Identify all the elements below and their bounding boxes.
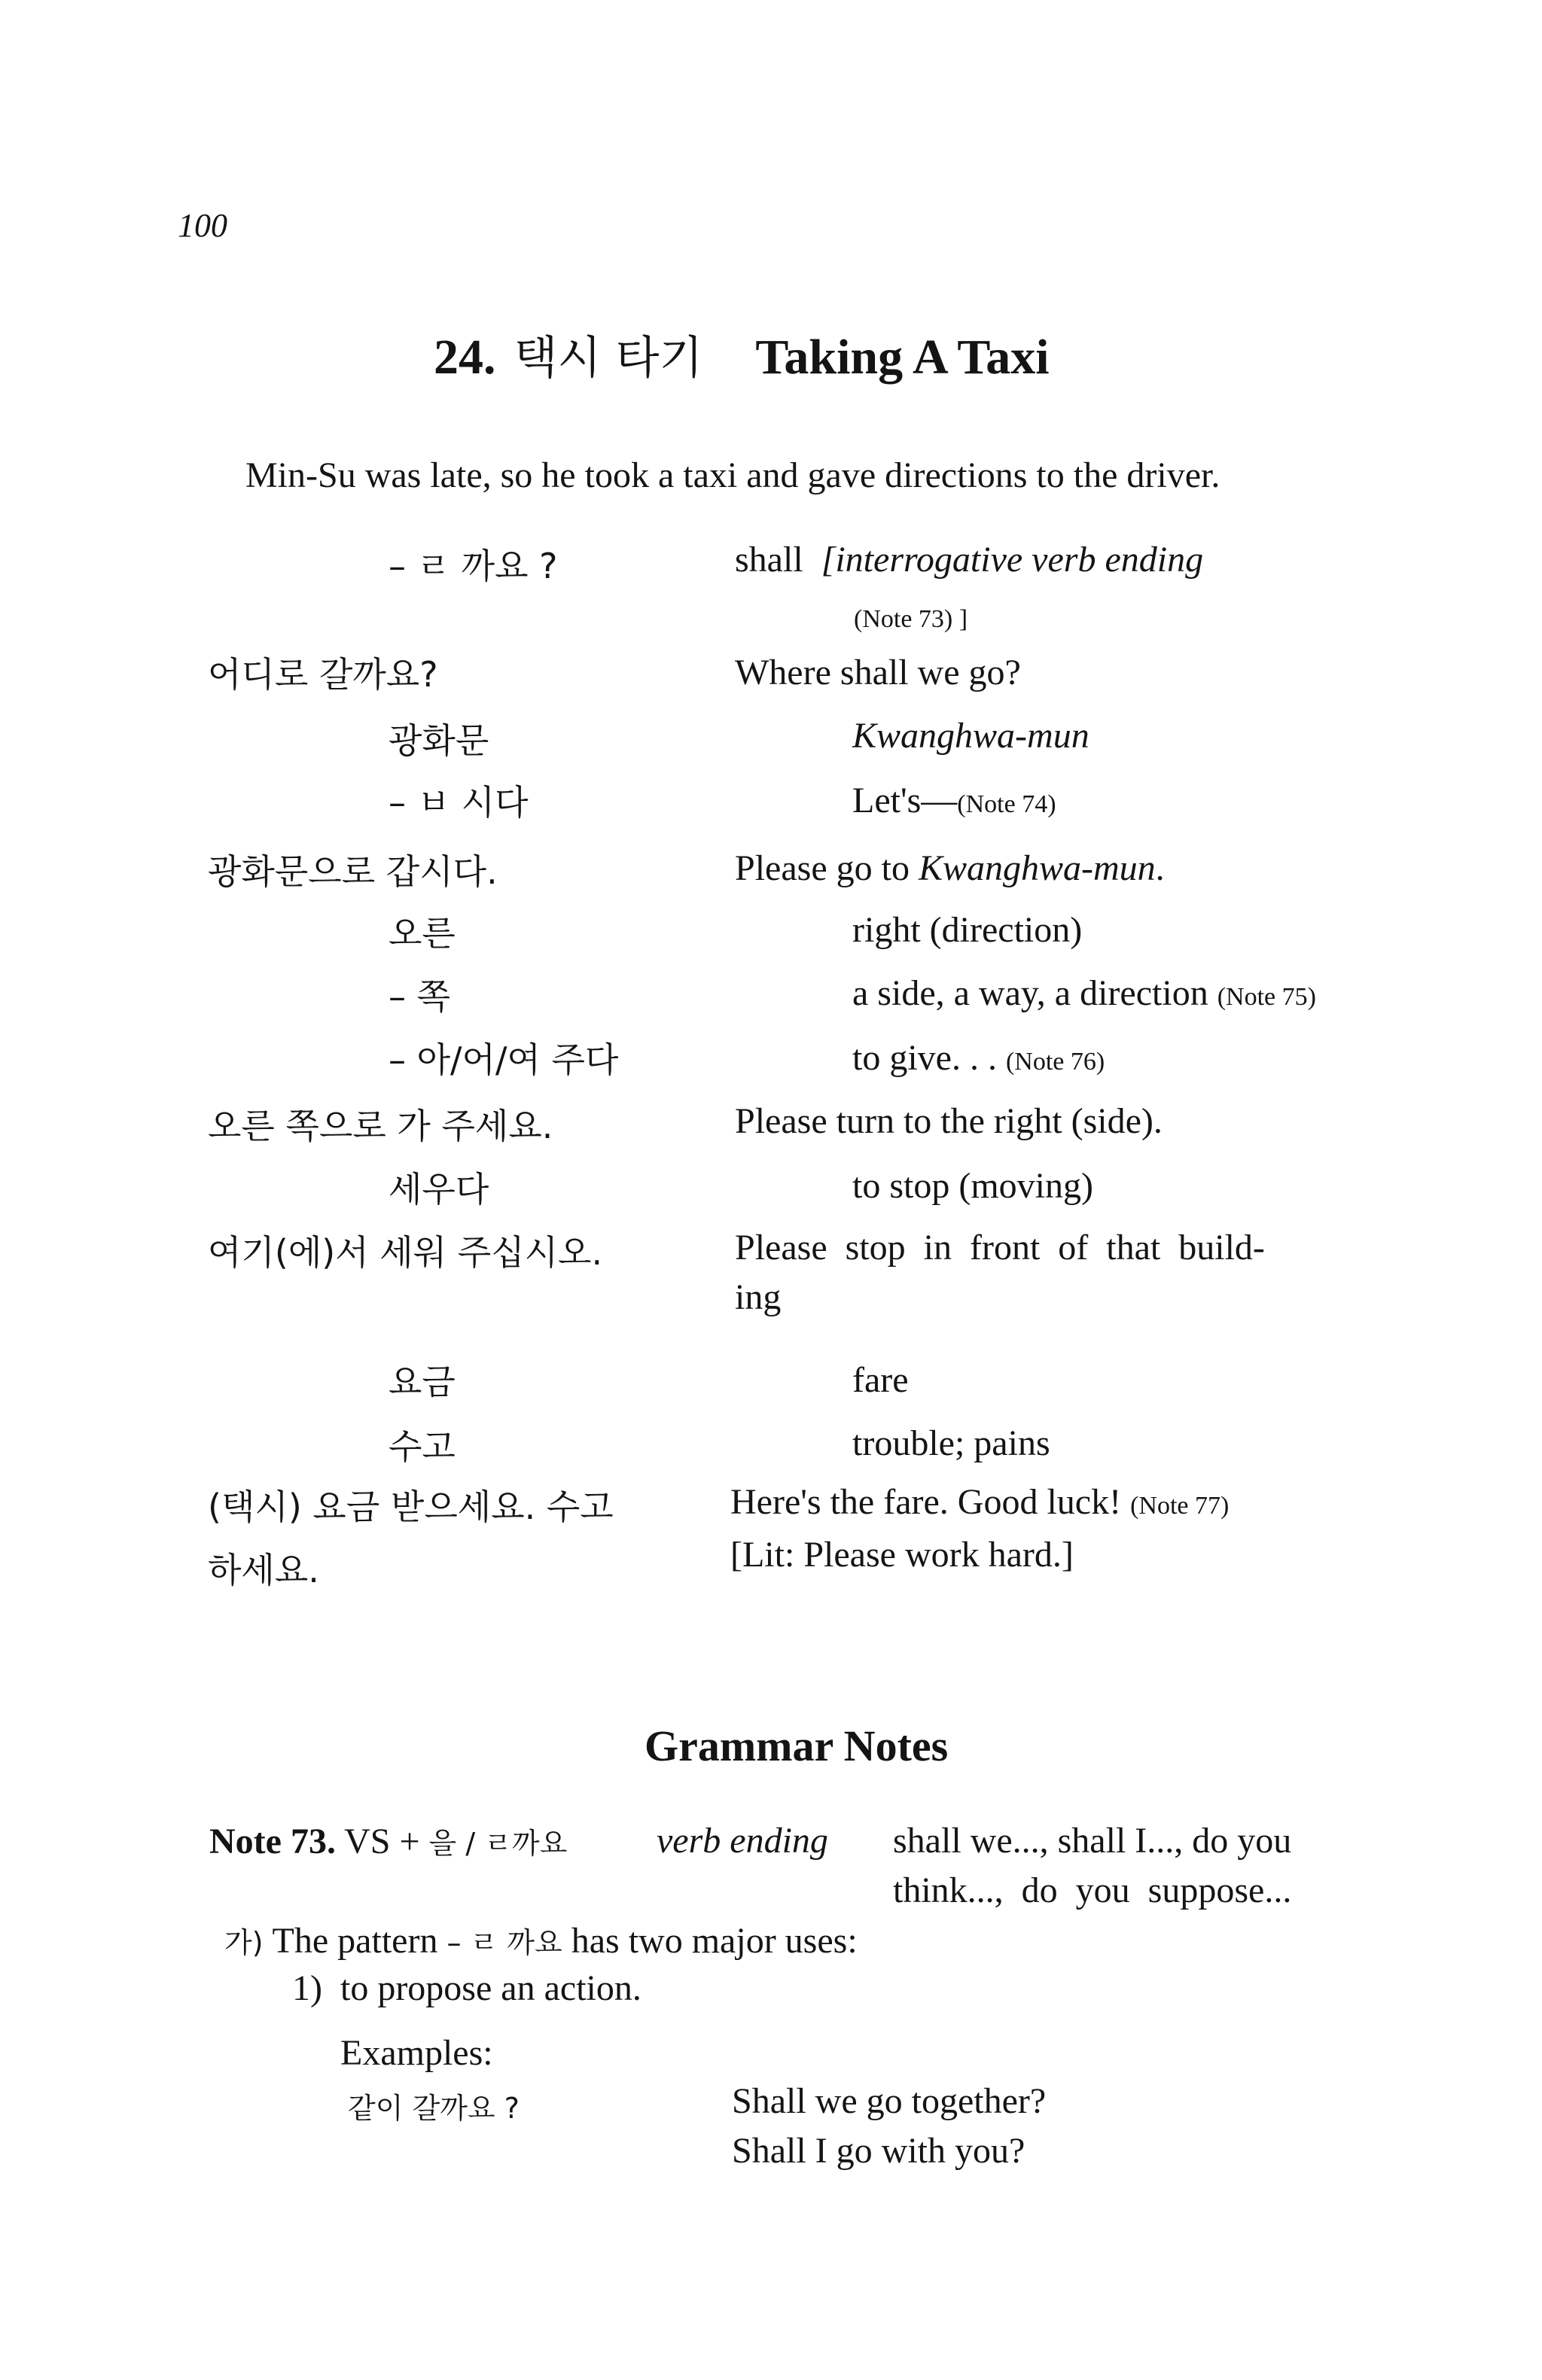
vocab-kr: – ㄹ 까요 ? xyxy=(389,546,558,586)
vocab-en: Please turn to the right (side). xyxy=(735,1101,1163,1141)
vocab-en-cont: ing xyxy=(735,1277,782,1317)
vocab-kr: – 쪽 xyxy=(389,976,451,1017)
use-1: 1) to propose an action. xyxy=(292,1968,641,2008)
vocab-en: to stop (moving) xyxy=(852,1166,1093,1206)
vocab-en: Where shall we go? xyxy=(735,653,1021,692)
vocab-en: Kwanghwa-mun xyxy=(852,716,1089,756)
vocab-kr: 수고 xyxy=(389,1426,456,1467)
vocab-kr-cont: 하세요. xyxy=(208,1550,319,1590)
vocab-kr: – ㅂ 시다 xyxy=(389,782,529,823)
vocab-kr: – 아/어/여 주다 xyxy=(389,1039,619,1080)
vocab-kr: 여기(에)서 세워 주십시오. xyxy=(208,1232,603,1273)
lesson-title xyxy=(434,322,1050,387)
meaning-line-1: shall we..., shall I..., do you xyxy=(893,1821,1292,1861)
vocab-en-cont: [Lit: Please work hard.] xyxy=(730,1535,1074,1575)
vocab-kr: 광화문 xyxy=(389,720,489,761)
lesson-title-english: Taking A Taxi xyxy=(755,330,1050,385)
pattern-type: verb ending xyxy=(657,1821,828,1861)
vocab-kr: 오른 xyxy=(389,913,456,954)
vocab-en: fare xyxy=(852,1360,909,1400)
examples-label: Examples: xyxy=(340,2033,493,2073)
grammar-heading: Grammar Notes xyxy=(645,1721,949,1770)
vocab-en: Here's the fare. Good luck! (Note 77) xyxy=(730,1482,1230,1522)
vocab-en: trouble; pains xyxy=(852,1423,1050,1463)
lesson-title-korean: 택시 타기 xyxy=(513,332,703,385)
vocab-kr: 오른 쪽으로 가 주세요. xyxy=(208,1106,553,1146)
vocab-en: Let's—(Note 74) xyxy=(852,781,1056,820)
vocab-en: a side, a way, a direction (Note 75) xyxy=(852,973,1316,1013)
vocab-kr: 어디로 갈까요? xyxy=(208,654,438,695)
note-label: Note 73. VS + 을 / ㄹ까요 xyxy=(209,1822,568,1861)
example-en-2: Shall I go with you? xyxy=(732,2131,1025,2171)
intro-text: Min-Su was late, so he took a taxi and gave directions to the driver. xyxy=(245,455,1220,495)
vocab-en: Please stop in front of that build- xyxy=(735,1228,1265,1268)
vocab-kr: 광화문으로 갑시다. xyxy=(208,851,498,892)
meaning-line-2: think..., do you suppose... xyxy=(893,1870,1292,1910)
point-text: 가) The pattern – ㄹ 까요 has two major uses: xyxy=(224,1921,858,1961)
vocab-kr: 요금 xyxy=(389,1362,456,1402)
vocab-en: Please go to Kwanghwa-mun. xyxy=(735,848,1165,888)
example-en-1: Shall we go together? xyxy=(732,2081,1047,2121)
vocab-en: right (direction) xyxy=(852,910,1083,950)
vocab-note: (Note 73) ] xyxy=(854,605,968,633)
vocab-en: shall [interrogative verb ending xyxy=(735,540,1204,580)
lesson-number: 24. xyxy=(434,330,496,385)
vocab-en: to give. . . (Note 76) xyxy=(852,1038,1105,1078)
vocab-kr: (택시) 요금 받으세요. 수고 xyxy=(208,1487,614,1527)
page-number: 100 xyxy=(178,207,227,244)
example-kr: 같이 갈까요 ? xyxy=(348,2092,520,2125)
vocab-kr: 세우다 xyxy=(389,1169,489,1210)
